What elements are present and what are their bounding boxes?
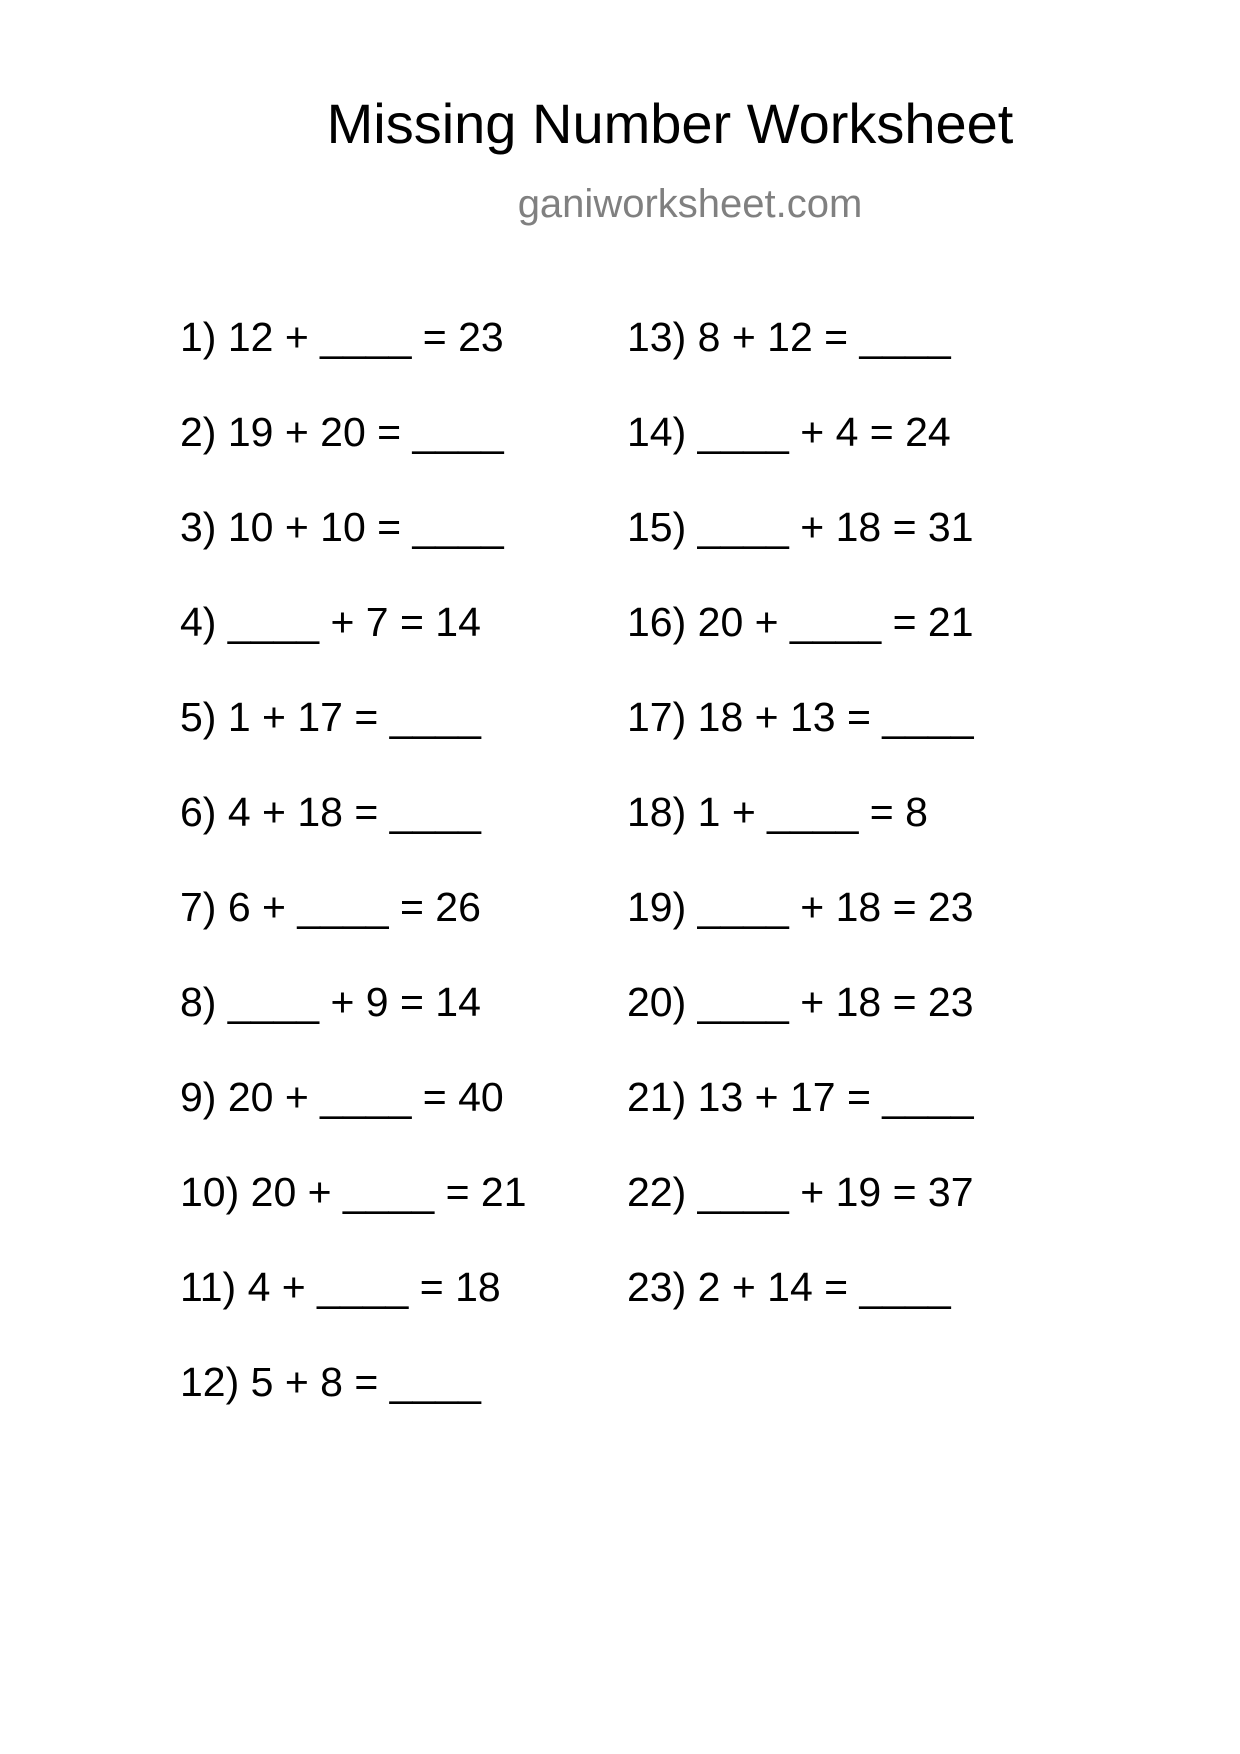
problem-6: 6) 4 + 18 = ____ [180, 789, 481, 835]
problem-4: 4) ____ + 7 = 14 [180, 599, 481, 645]
problem-21: 21) 13 + 17 = ____ [627, 1074, 974, 1120]
problem-12: 12) 5 + 8 = ____ [180, 1359, 481, 1405]
problem-13: 13) 8 + 12 = ____ [627, 314, 951, 360]
problem-column-left [180, 312, 527, 1452]
problem-2: 2) 19 + 20 = ____ [180, 409, 504, 455]
problem-1: 1) 12 + ____ = 23 [180, 314, 504, 360]
problem-9: 9) 20 + ____ = 40 [180, 1074, 504, 1120]
worksheet-source: ganiworksheet.com [517, 182, 863, 226]
problem-10: 10) 20 + ____ = 21 [180, 1169, 527, 1215]
problem-11: 11) 4 + ____ = 18 [180, 1264, 501, 1310]
problem-16: 16) 20 + ____ = 21 [627, 599, 974, 645]
problem-17: 17) 18 + 13 = ____ [627, 694, 974, 740]
problem-15: 15) ____ + 18 = 31 [627, 504, 974, 550]
problem-column-right [627, 312, 974, 1357]
problem-23: 23) 2 + 14 = ____ [627, 1264, 951, 1310]
problem-3: 3) 10 + 10 = ____ [180, 504, 504, 550]
problem-19: 19) ____ + 18 = 23 [627, 884, 974, 930]
problem-7: 7) 6 + ____ = 26 [180, 884, 481, 930]
worksheet-title: Missing Number Worksheet [326, 92, 1014, 155]
problem-8: 8) ____ + 9 = 14 [180, 979, 481, 1025]
problem-14: 14) ____ + 4 = 24 [627, 409, 951, 455]
problem-5: 5) 1 + 17 = ____ [180, 694, 481, 740]
problem-20: 20) ____ + 18 = 23 [627, 979, 974, 1025]
problem-18: 18) 1 + ____ = 8 [627, 789, 928, 835]
problem-22: 22) ____ + 19 = 37 [627, 1169, 974, 1215]
